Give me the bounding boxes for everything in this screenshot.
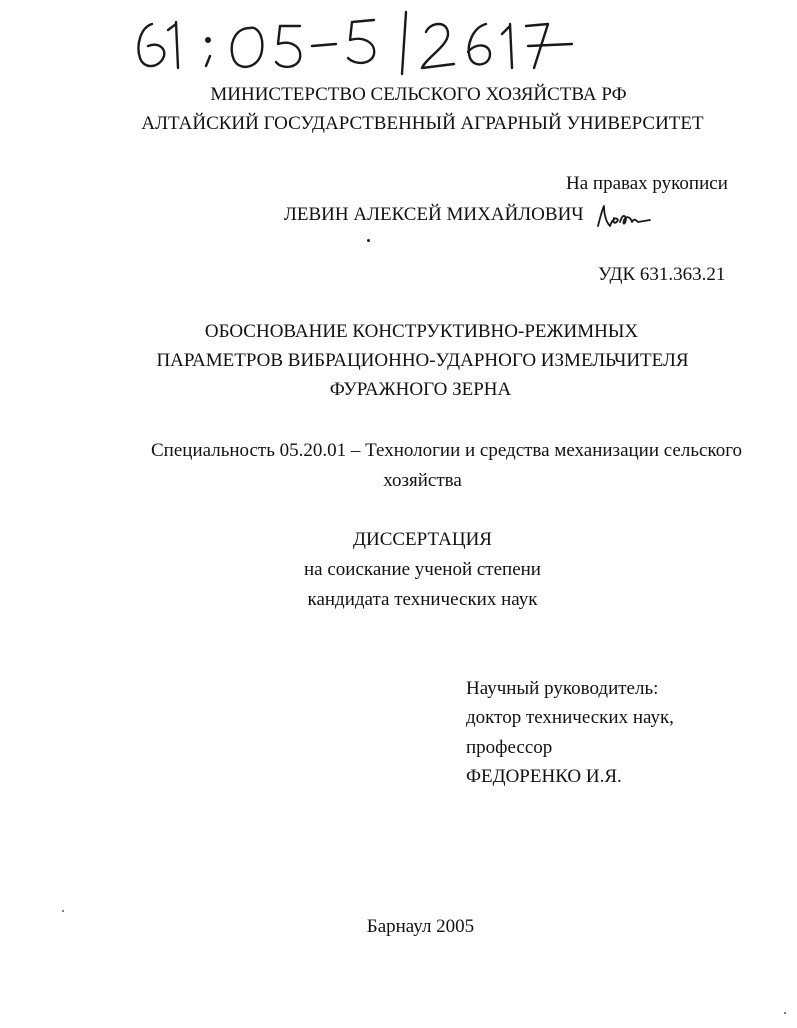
thesis-title-line-3: ФУРАЖНОГО ЗЕРНА: [329, 379, 512, 400]
handwritten-archive-code: [130, 6, 600, 76]
udc-code: УДК 631.363.21: [598, 264, 726, 285]
scan-speck: [62, 910, 64, 912]
degree-purpose: на соискание ученой степени: [304, 559, 541, 580]
author-signature: [592, 200, 652, 234]
author-name: ЛЕВИН АЛЕКСЕЙ МИХАЙЛОВИЧ: [284, 204, 584, 225]
city-and-year: Барнаул 2005: [366, 916, 475, 937]
scan-speck: [784, 1012, 786, 1014]
supervisor-rank: профессор: [466, 737, 553, 758]
ink-speck: [367, 239, 370, 242]
thesis-title-line-2: ПАРАМЕТРОВ ВИБРАЦИОННО-УДАРНОГО ИЗМЕЛЬЧИТЕЛЯ: [156, 350, 689, 371]
dissertation-heading: ДИССЕРТАЦИЯ: [353, 529, 492, 550]
manuscript-rights-note: На правах рукописи: [566, 173, 728, 194]
specialty-line-1: Специальность 05.20.01 – Технологии и средства механизации сельского: [151, 440, 743, 461]
supervisor-label: Научный руководитель:: [466, 678, 659, 699]
degree-name: кандидата технических наук: [307, 589, 538, 610]
university-name: АЛТАЙСКИЙ ГОСУДАРСТВЕННЫЙ АГРАРНЫЙ УНИВЕРСИТЕТ: [141, 113, 704, 134]
thesis-title-line-1: ОБОСНОВАНИЕ КОНСТРУКТИВНО-РЕЖИМНЫХ: [204, 321, 639, 342]
ministry-name: МИНИСТЕРСТВО СЕЛЬСКОГО ХОЗЯЙСТВА РФ: [210, 84, 627, 105]
specialty-line-2: хозяйства: [383, 470, 462, 491]
supervisor-name: ФЕДОРЕНКО И.Я.: [466, 766, 622, 787]
supervisor-degree: доктор технических наук,: [466, 707, 674, 728]
